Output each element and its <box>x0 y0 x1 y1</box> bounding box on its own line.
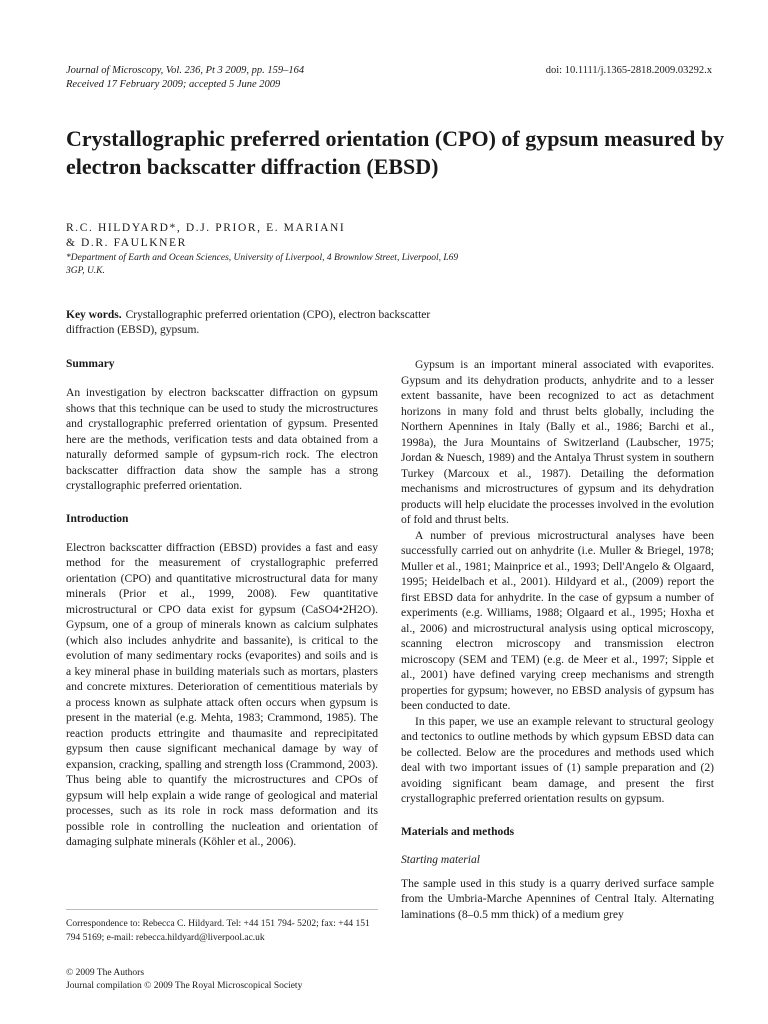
copyright <box>66 967 302 993</box>
correspondence: Correspondence to: Rebecca C. Hildyard. Tel: +44 151 794- 5202; fax: +44 151 794 5169; e-mail: rebecca.hildyard@liverpool.ac.uk <box>66 919 370 943</box>
paragraph: A number of previous microstructural analyses have been successfully carried out on anhydrite (i.e. Muller & Briegel, 1978; Muller et al., 1981; Mainprice et al., 1993; Dell'Angelo & Olgaard, 1995; Heidelbach et al., 2001). Hildyard et al., (2009) report the first EBSD data for anhydrite. In the case of gypsum a number of experiments (e.g. Williams, 1988; Olgaard et al., 1995; Hoxha et al., 2006) and microstructural analysis using optical microscopy, scanning electron microscopy and transmission electron microscopy (SEM and TEM) (e.g. de Meer et al., 1997; Sipple et al., 2001) have defined varying creep mechanisms and strength properties for gypsum; however, no EBSD analysis of gypsum has been conducted to date. <box>401 528 714 712</box>
doi: doi: 10.1111/j.1365-2818.2009.03292.x <box>545 65 712 76</box>
materials-text: The sample used in this study is a quarry derived surface sample from the Umbria-Marche Apennines of Central Italy. Alternating laminations (8–0.5 mm thick) of a medium grey <box>401 876 714 921</box>
journal-header <box>66 64 304 92</box>
summary-heading: Summary <box>66 358 115 370</box>
left-column <box>66 357 378 850</box>
materials-heading: Materials and methods <box>401 825 515 838</box>
footnote-divider <box>66 909 378 910</box>
introduction-text: Electron backscatter diffraction (EBSD) provides a fast and easy method for the measurement of crystallographic preferred orientation (CPO) and quantitative microstructural data for many minerals (Prior et al., 1999, 2008). Few quantitative microstructural or CPO data exist for gypsum (CaSO4•2H2O). Gypsum, one of a group of minerals known as calcium sulphates (which also includes anhydrite and bassanite), is critical to the evolution of many sedimentary rocks (evaporites) and soils and is a key mineral phase in building materials such as mortars, plasters and concrete mixtures. Deterioration of cementitious materials by a process known as sulphate attack often occurs when gypsum is present in the material (e.g. Mehta, 1983; Crammond, 1985). The reaction products ettringite and thaumasite and reprecipitated gypsum then cause significant mechanical damage by way of expansion, cracking, spalling and strength loss (Crammond, 2003). Thus being able to quantify the microstructures and CPOs of gypsum will help explain a wide range of geological and material processes, such as its role in rock mass deformation and its possible role in controlling the nucleation and orientation of damaging sulphate minerals (Köhler et al., 2006). <box>66 540 378 848</box>
paragraph: In this paper, we use an example relevant to structural geology and tectonics to outline methods by which gypsum EBSD data can be collected. Below are the procedures and methods used which deal with two important issues of (1) sample preparation and (2) avoiding significant beam damage, and present the first crystallographic preferred orientation results on gypsum. <box>401 714 714 805</box>
starting-material-subheading: Starting material <box>401 853 480 866</box>
journal-citation: Journal of Microscopy, Vol. 236, Pt 3 2009, pp. 159–164 <box>66 65 305 76</box>
paragraph: Gypsum is an important mineral associated with evaporites. Gypsum and its dehydration products, anhydrite and to a lesser extent bassanite, have been recognized to act as detachment horizons in many fold and thrust belts globally, including the Northern Apennines in Italy (Bally et al., 1986; Barchi et al., 1998a), the Jura Mountains of Switzerland (Laubscher, 1975; Jordan & Nuesch, 1989) and the Antalya Thrust system in southern Turkey (Marcoux et al., 1987). Detailing the deformation mechanisms and microstructures of gypsum and its dehydration products will help elucidate the processes involved in the evolution of fold and thrust belts. <box>401 358 714 526</box>
summary-text: An investigation by electron backscatter diffraction on gypsum shows that this technique can be used to study the microstructures and crystallographic preferred orientation of gypsum. Presented here are the methods, verification tests and data obtained from a naturally deformed sample of gypsum-rich rock. The electron backscatter diffraction data show the sample has a strong crystallographic preferred orientation. <box>66 386 378 492</box>
author-list <box>66 221 345 251</box>
paper-title: Crystallographic preferred orientation (CPO) of gypsum measured by electron backscatter diffraction (EBSD) <box>66 126 725 179</box>
authors-line-1: R.C. HILDYARD*, D.J. PRIOR, E. MARIANI <box>66 222 346 234</box>
introduction-heading: Introduction <box>66 512 129 525</box>
authors-line-2: & D.R. FAULKNER <box>66 237 187 249</box>
received-dates: Received 17 February 2009; accepted 5 June 2009 <box>66 79 281 90</box>
keywords-label: Key words. <box>66 309 122 321</box>
keywords-text: Crystallographic preferred orientation (CPO), electron backscatter diffraction (EBSD), gypsum. <box>66 309 431 336</box>
right-column <box>401 357 714 922</box>
affiliation: *Department of Earth and Ocean Sciences, University of Liverpool, 4 Brownlow Street, Liverpool, L69 3GP, U.K. <box>66 253 459 276</box>
copyright-compilation: Journal compilation © 2009 The Royal Microscopical Society <box>66 981 303 991</box>
copyright-authors: © 2009 The Authors <box>66 968 145 978</box>
keywords <box>66 308 476 338</box>
